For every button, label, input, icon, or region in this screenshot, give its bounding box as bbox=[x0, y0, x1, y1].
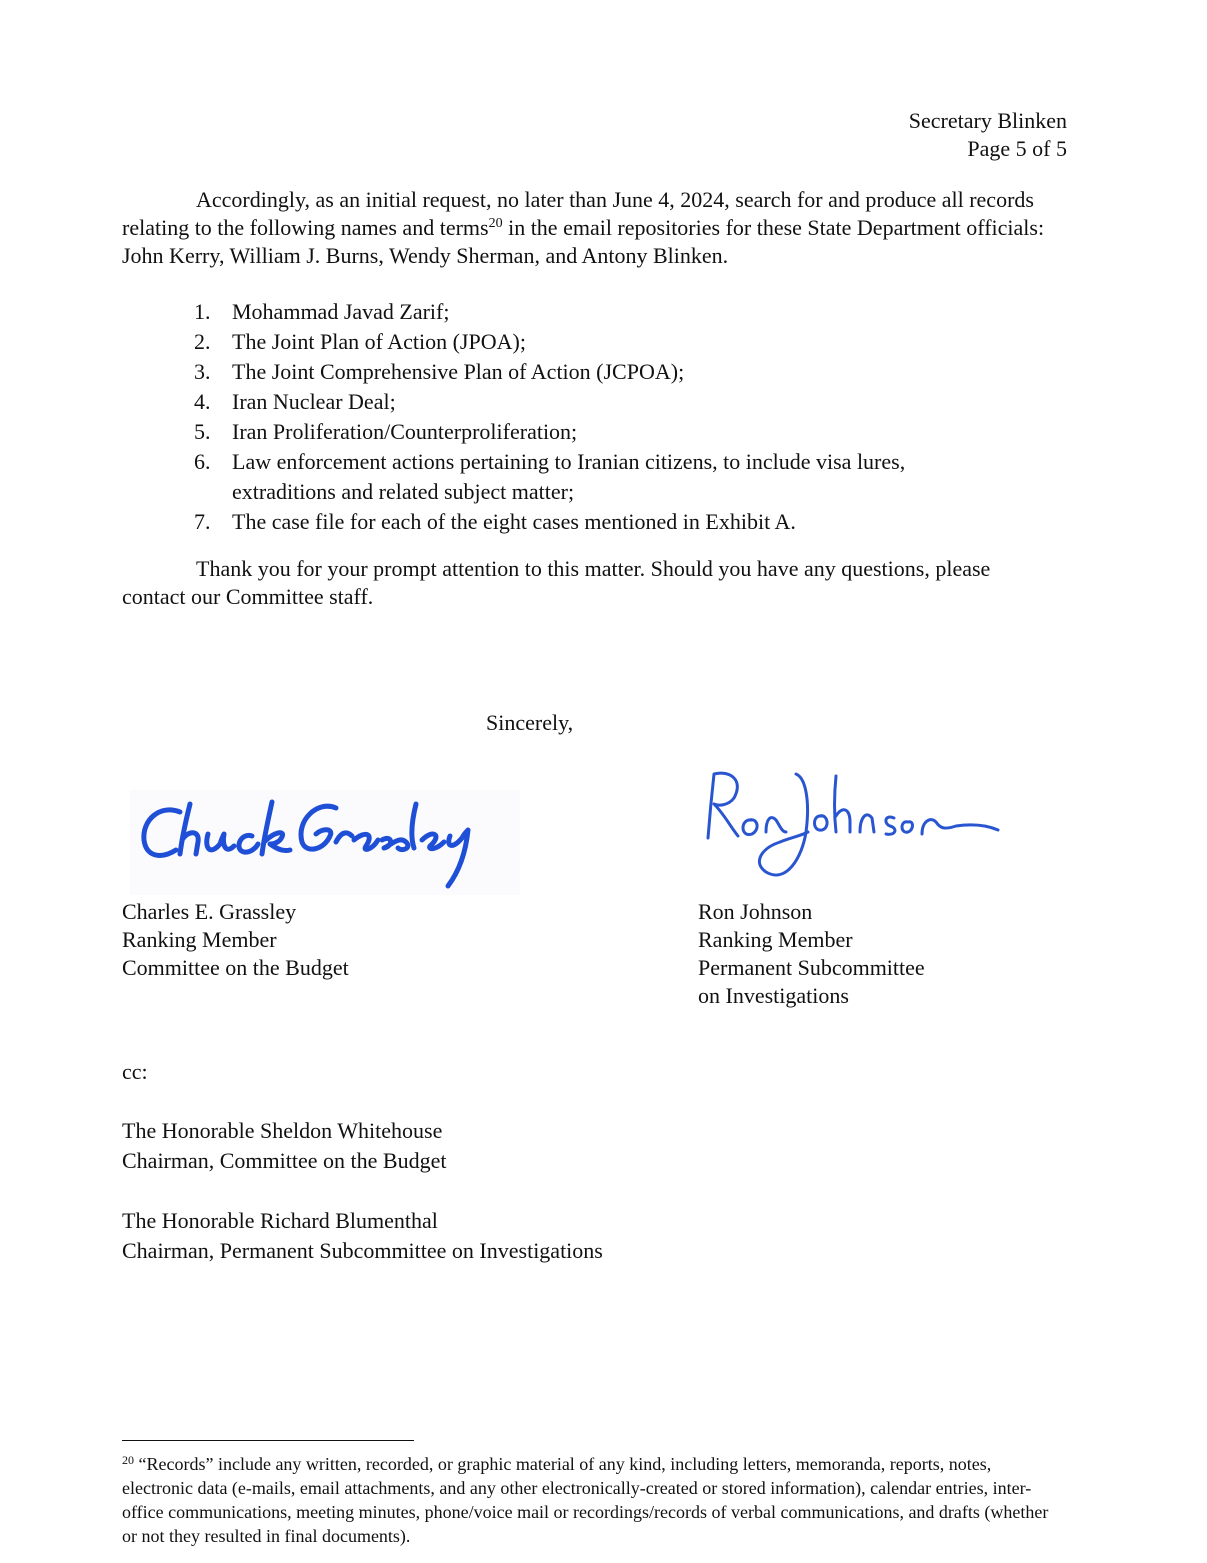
list-item: 7. The case file for each of the eight cases mentioned in Exhibit A. bbox=[194, 509, 796, 534]
footnote-text: “Records” include any written, recorded, or graphic material of any kind, including letters, memoranda, reports, notes, electronic data (e-mails, email attachments, and any other electronically-created or stored information), calendar entries, inter-office communications, meeting minutes, phone/voice mail or recordings/records of verbal communications, and drafts (whether or not they resulted in final documents). bbox=[122, 1454, 1049, 1546]
footnote bbox=[122, 1452, 1057, 1548]
header-recipient: Secretary Blinken bbox=[908, 108, 1067, 133]
signer-committee-line-1: Permanent Subcommittee bbox=[698, 955, 925, 980]
search-terms-list bbox=[194, 297, 1014, 537]
footnote-reference: 20 bbox=[488, 216, 503, 231]
cc-label: cc: bbox=[122, 1059, 148, 1084]
signer-name: Ron Johnson bbox=[698, 899, 813, 924]
paragraph-1-text-b: in the email repositories for these State Department officials: John Kerry, William J. Burns, Wendy Sherman, and Antony Blinken. bbox=[122, 215, 1045, 268]
list-item: 4. Iran Nuclear Deal; bbox=[194, 389, 396, 414]
signer-name: Charles E. Grassley bbox=[122, 899, 297, 924]
johnson-signature-block bbox=[698, 898, 925, 1010]
footnote-divider bbox=[122, 1440, 414, 1441]
cc-recipient-role: Chairman, Committee on the Budget bbox=[122, 1148, 447, 1173]
cc-recipient bbox=[122, 1206, 603, 1266]
cc-recipient-name: The Honorable Richard Blumenthal bbox=[122, 1208, 438, 1233]
signer-committee-line-2: on Investigations bbox=[698, 983, 849, 1008]
list-item: 5. Iran Proliferation/Counterproliferation; bbox=[194, 419, 578, 444]
cc-recipient-name: The Honorable Sheldon Whitehouse bbox=[122, 1118, 443, 1143]
signer-title: Ranking Member bbox=[122, 927, 277, 952]
cc-recipient-role: Chairman, Permanent Subcommittee on Investigations bbox=[122, 1238, 603, 1263]
list-item: 2. The Joint Plan of Action (JPOA); bbox=[194, 329, 526, 354]
signer-title: Ranking Member bbox=[698, 927, 853, 952]
footnote-number: 20 bbox=[122, 1453, 134, 1467]
grassley-signature-block bbox=[122, 898, 349, 982]
body-paragraph-2: Thank you for your prompt attention to this matter. Should you have any questions, please contact our Committee staff. bbox=[122, 556, 991, 609]
list-item: 3. The Joint Comprehensive Plan of Action (JCPOA); bbox=[194, 359, 685, 384]
body-paragraph-1 bbox=[122, 186, 1052, 270]
signer-committee: Committee on the Budget bbox=[122, 955, 349, 980]
header-page-number: Page 5 of 5 bbox=[967, 136, 1067, 161]
paragraph-1-text-a: Accordingly, as an initial request, no later than June 4, 2024, search for and produce all records relating to the following names and terms bbox=[122, 187, 1034, 240]
list-item: 6. Law enforcement actions pertaining to Iranian citizens, to include visa lures, extraditions and related subject matter; bbox=[194, 449, 906, 504]
cc-recipient bbox=[122, 1116, 446, 1176]
closing: Sincerely, bbox=[486, 710, 574, 735]
page-header bbox=[909, 107, 1067, 163]
grassley-signature bbox=[130, 790, 520, 895]
list-item: 1. Mohammad Javad Zarif; bbox=[194, 299, 450, 324]
johnson-signature bbox=[700, 762, 1002, 884]
